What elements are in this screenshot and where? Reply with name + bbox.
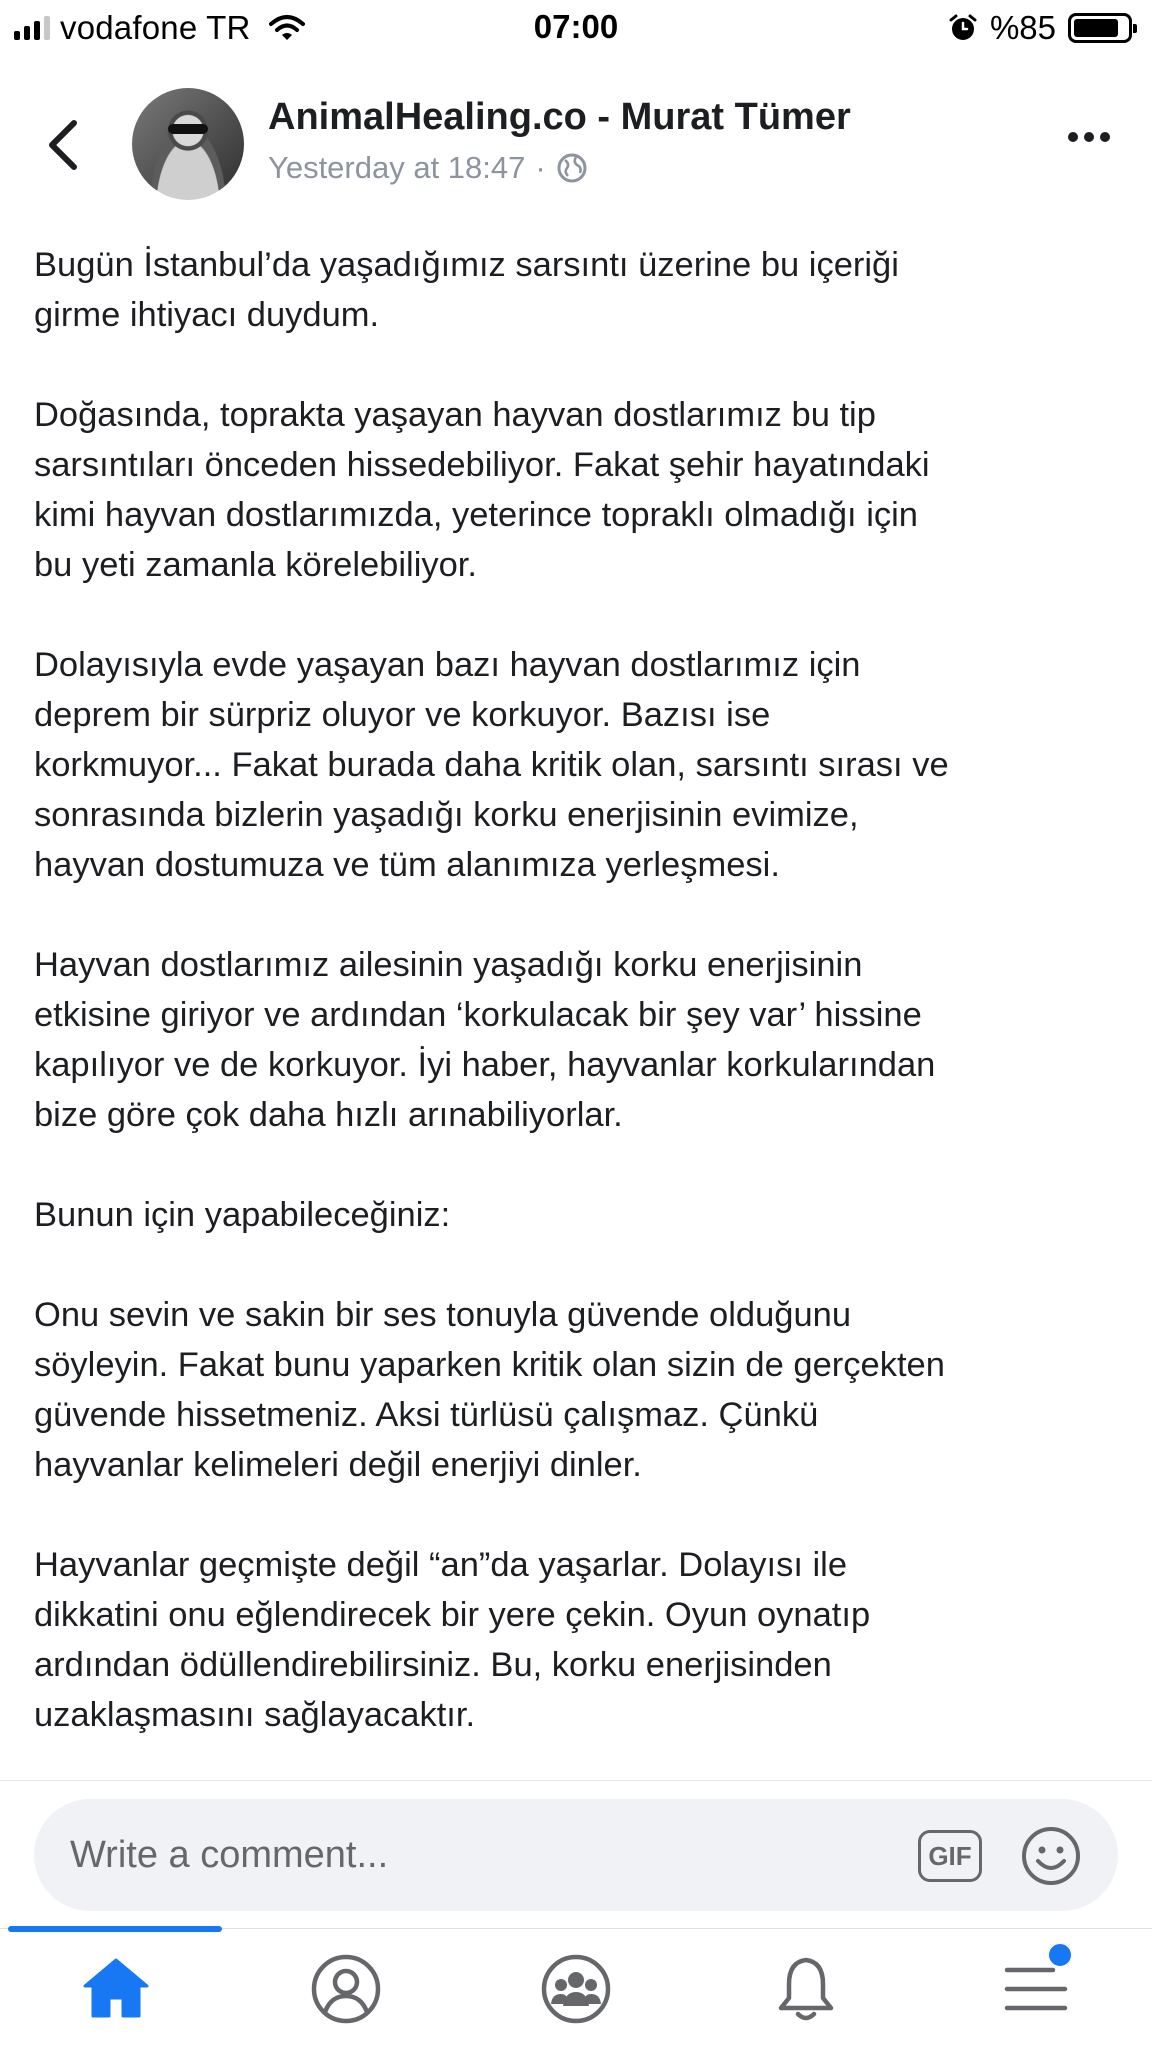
back-arrow-icon[interactable] <box>42 115 82 175</box>
notifications-icon <box>769 1952 843 2026</box>
tab-notifications[interactable] <box>766 1949 846 2029</box>
post-paragraph: Hayvanlar geçmişte değil “an”da yaşarlar. Dolayısı ile dikkatini onu eğlendirecek bir yere çekin. Oyun oynatıp ardından ödüllendirebilirsiniz. Bu, korku enerjisinden uzaklaşmasını sağlayacaktır. <box>34 1546 871 1734</box>
gif-button[interactable]: GIF <box>918 1830 982 1882</box>
post-meta <box>268 150 588 186</box>
status-bar <box>0 0 1152 58</box>
meta-separator: · <box>535 150 546 185</box>
post-paragraph: Onu sevin ve sakin bir ses tonuyla güvende olduğunu söyleyin. Fakat bunu yaparken kritik olan sizin de gerçekten güvende hissetmeniz. Aksi türlüsü çalışmaz. Çünkü hayvanlar kelimeleri değil enerjiyi dinler. <box>34 1296 945 1484</box>
more-options-icon[interactable] <box>1068 132 1110 142</box>
battery-level-fill <box>1074 19 1118 37</box>
tab-profile[interactable] <box>306 1949 386 2029</box>
comment-bar <box>0 1780 1152 1929</box>
battery-percent: %85 <box>989 9 1056 46</box>
menu-notification-dot <box>1046 1941 1074 1969</box>
tab-home[interactable] <box>76 1949 156 2029</box>
post-paragraph: Doğasında, toprakta yaşayan hayvan dostlarımız bu tip sarsıntıları önceden hissedebiliyor. Fakat şehir hayatındaki kimi hayvan dostlarımızda, yeterince topraklı olmadığı için bu yeti zamanla körelebiliyor. <box>34 396 930 584</box>
author-avatar[interactable] <box>132 88 244 200</box>
groups-icon <box>539 1952 613 2026</box>
home-icon <box>79 1952 153 2026</box>
post-paragraph: Bunun için yapabileceğiniz: <box>34 1196 451 1234</box>
profile-icon <box>309 1952 383 2026</box>
tab-bar <box>0 1928 1152 2049</box>
post-paragraph: Dolayısıyla evde yaşayan bazı hayvan dostlarımız için deprem bir sürpriz oluyor ve korkuyor. Bazısı ise korkmuyor... Fakat burada daha kritik olan, sarsıntı sırası ve sonrasında bizlerin yaşadığı korku enerjisinin evimize, hayvan dostumuza ve tüm alanımıza yerleşmesi. <box>34 646 949 884</box>
alarm-clock-icon <box>948 13 978 43</box>
tab-groups[interactable] <box>536 1949 616 2029</box>
tab-menu[interactable] <box>996 1949 1076 2029</box>
status-right <box>948 8 1132 48</box>
post-paragraph: Hayvan dostlarımız ailesinin yaşadığı korku enerjisinin etkisine giriyor ve ardından ‘korkulacak bir şey var’ hissine kapılıyor ve de korkuyor. İyi haber, hayvanlar korkularından bize göre çok daha hızlı arınabiliyorlar. <box>34 946 936 1134</box>
post-paragraph: Bugün İstanbul’da yaşadığımız sarsıntı üzerine bu içeriği girme ihtiyacı duydum. <box>34 246 899 334</box>
post-header <box>0 70 1152 220</box>
status-time: 07:00 <box>533 8 619 45</box>
post-timestamp[interactable]: Yesterday at 18:47 <box>268 150 526 185</box>
active-tab-indicator <box>8 1926 222 1932</box>
avatar-sunglasses <box>168 124 208 134</box>
globe-icon <box>556 152 588 184</box>
battery-icon <box>1068 13 1132 43</box>
author-name[interactable]: AnimalHealing.co - Murat Tümer <box>268 96 851 138</box>
post-body <box>34 240 1124 1790</box>
carrier-name: vodafone TR <box>60 9 251 46</box>
emoji-icon[interactable] <box>1020 1825 1082 1887</box>
